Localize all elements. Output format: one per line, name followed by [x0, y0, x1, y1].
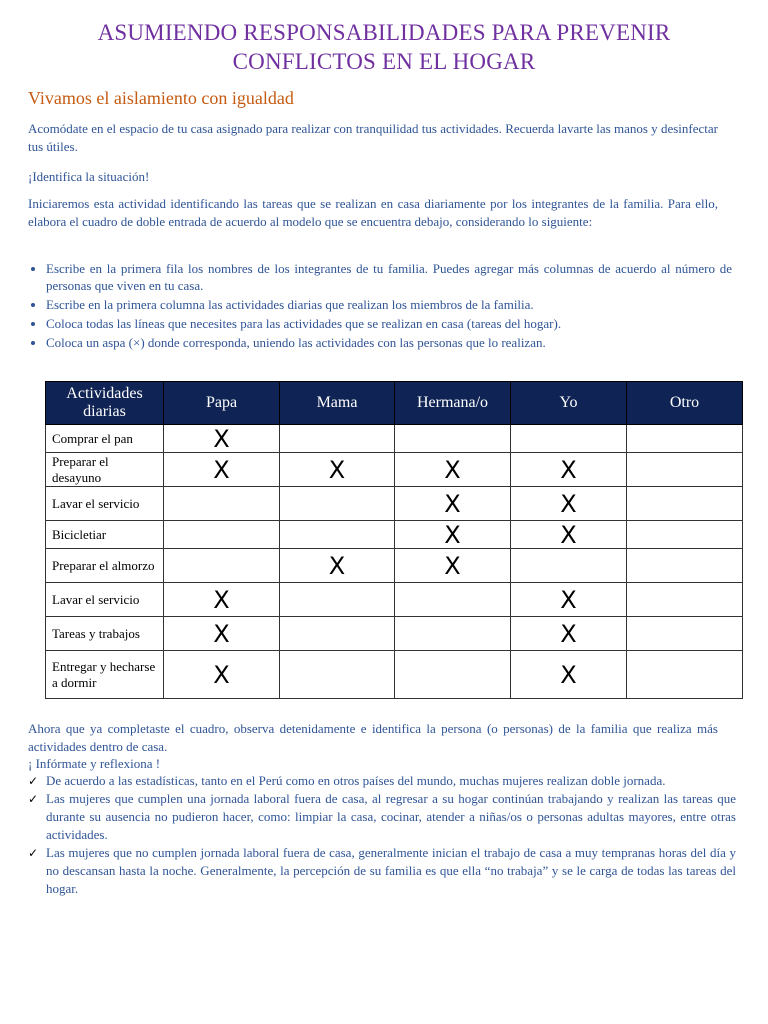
list-item: ✓ Las mujeres que no cumplen jornada laboral fuera de casa, generalmente inician el trabajo de casa a muy tempranas horas del día y no descansan hasta la noche. Generalmente, la percepción de su familia es que ella “no trabaja” y se le carga de todas las tareas del hogar. [28, 845, 736, 896]
mark-cell: X [280, 453, 395, 487]
activity-cell: Lavar el servicio [46, 583, 164, 617]
instruction-list [28, 260, 732, 353]
table-header-row [46, 382, 743, 425]
mark-cell [280, 651, 395, 699]
mark-cell [280, 487, 395, 521]
mark-cell [627, 549, 743, 583]
activity-cell: Preparar el desayuno [46, 453, 164, 487]
mark-cell [627, 453, 743, 487]
mark-cell [627, 425, 743, 453]
mark-cell: X [511, 617, 627, 651]
mark-cell: X [164, 453, 280, 487]
intro-paragraph: Acomódate en el espacio de tu casa asignado para realizar con tranquilidad tus actividades. Recuerda lavarte las manos y desinfectar tus útiles. [28, 121, 718, 154]
activity-cell: Comprar el pan [46, 425, 164, 453]
header-hermano: Hermana/o [395, 382, 511, 425]
title-line-2: CONFLICTOS EN EL HOGAR [232, 49, 536, 74]
mark-cell [627, 583, 743, 617]
section-subtitle: Vivamos el aislamiento con igualdad [28, 88, 294, 108]
mark-cell [280, 617, 395, 651]
activity-cell: Entregar y hecharse a dormir [46, 651, 164, 699]
mark-cell: X [280, 549, 395, 583]
mark-cell [164, 521, 280, 549]
table-row [46, 487, 743, 521]
list-item: ✓ De acuerdo a las estadísticas, tanto en el Perú como en otros países del mundo, muchas mujeres realizan doble jornada. [28, 773, 666, 788]
list-item: Escribe en la primera columna las actividades diarias que realizan los miembros de la familia. [28, 296, 732, 313]
mark-cell: X [511, 521, 627, 549]
mark-cell [280, 583, 395, 617]
check-icon: ✓ [28, 846, 39, 860]
mark-cell: X [164, 583, 280, 617]
activity-cell: Preparar el almorzo [46, 549, 164, 583]
mark-cell [395, 617, 511, 651]
mark-cell [395, 651, 511, 699]
header-yo: Yo [511, 382, 627, 425]
activity-cell: Bicicletiar [46, 521, 164, 549]
mark-cell: X [395, 521, 511, 549]
mark-cell [164, 549, 280, 583]
mark-cell [627, 617, 743, 651]
table-row [46, 521, 743, 549]
header-activities: Actividades diarias [46, 382, 164, 425]
identify-heading: ¡Identifica la situación! [28, 169, 150, 184]
table-row [46, 425, 743, 453]
table-row [46, 583, 743, 617]
mark-cell [280, 521, 395, 549]
list-item: Coloca un aspa (×) donde corresponda, uniendo las actividades con las personas que lo realizan. [28, 334, 732, 351]
header-otro: Otro [627, 382, 743, 425]
mark-cell: X [164, 617, 280, 651]
table-row [46, 549, 743, 583]
mark-cell: X [511, 487, 627, 521]
mark-cell [280, 425, 395, 453]
list-item: ✓ Las mujeres que cumplen una jornada laboral fuera de casa, al regresar a su hogar continúan trabajando y realizan las tareas que durante su ausencia no pudieron hacer, como: limpiar la casa, cocinar, atender a niñas/os o personas adultas mayores, entre otras actividades. [28, 791, 736, 842]
mark-cell: X [511, 583, 627, 617]
table-row [46, 617, 743, 651]
mark-cell: X [164, 651, 280, 699]
reflection-list [28, 772, 736, 898]
mark-cell: X [395, 549, 511, 583]
mark-cell [164, 487, 280, 521]
mark-cell [627, 487, 743, 521]
activities-table [45, 381, 743, 699]
mark-cell [395, 583, 511, 617]
page-title [30, 18, 738, 76]
mark-cell [395, 425, 511, 453]
instructions-paragraph: Iniciaremos esta actividad identificando las tareas que se realizan en casa diariamente por los integrantes de la familia. Para ello, elabora el cuadro de doble entrada de acuerdo al modelo que se encuentra debajo, considerando lo siguiente: [28, 196, 718, 229]
inform-heading: ¡ Infórmate y reflexiona ! [28, 756, 161, 771]
mark-cell: X [395, 453, 511, 487]
mark-cell: X [511, 651, 627, 699]
header-papa: Papa [164, 382, 280, 425]
activity-cell: Tareas y trabajos [46, 617, 164, 651]
after-table-paragraph: Ahora que ya completaste el cuadro, observa detenidamente e identifica la persona (o personas) de la familia que realiza más actividades dentro de casa. [28, 721, 718, 754]
mark-cell: X [395, 487, 511, 521]
title-line-1: ASUMIENDO RESPONSABILIDADES PARA PREVENIR [97, 20, 671, 45]
check-icon: ✓ [28, 774, 39, 788]
check-icon: ✓ [28, 792, 39, 806]
mark-cell [511, 549, 627, 583]
list-item: Coloca todas las líneas que necesites para las actividades que se realizan en casa (tareas del hogar). [28, 315, 732, 332]
mark-cell [627, 651, 743, 699]
mark-cell: X [164, 425, 280, 453]
table-row [46, 651, 743, 699]
header-mama: Mama [280, 382, 395, 425]
mark-cell [627, 521, 743, 549]
activity-cell: Lavar el servicio [46, 487, 164, 521]
table-row [46, 453, 743, 487]
list-item: Escribe en la primera fila los nombres de los integrantes de tu familia. Puedes agregar más columnas de acuerdo al número de personas que viven en tu casa. [28, 260, 732, 294]
mark-cell: X [511, 453, 627, 487]
mark-cell [511, 425, 627, 453]
